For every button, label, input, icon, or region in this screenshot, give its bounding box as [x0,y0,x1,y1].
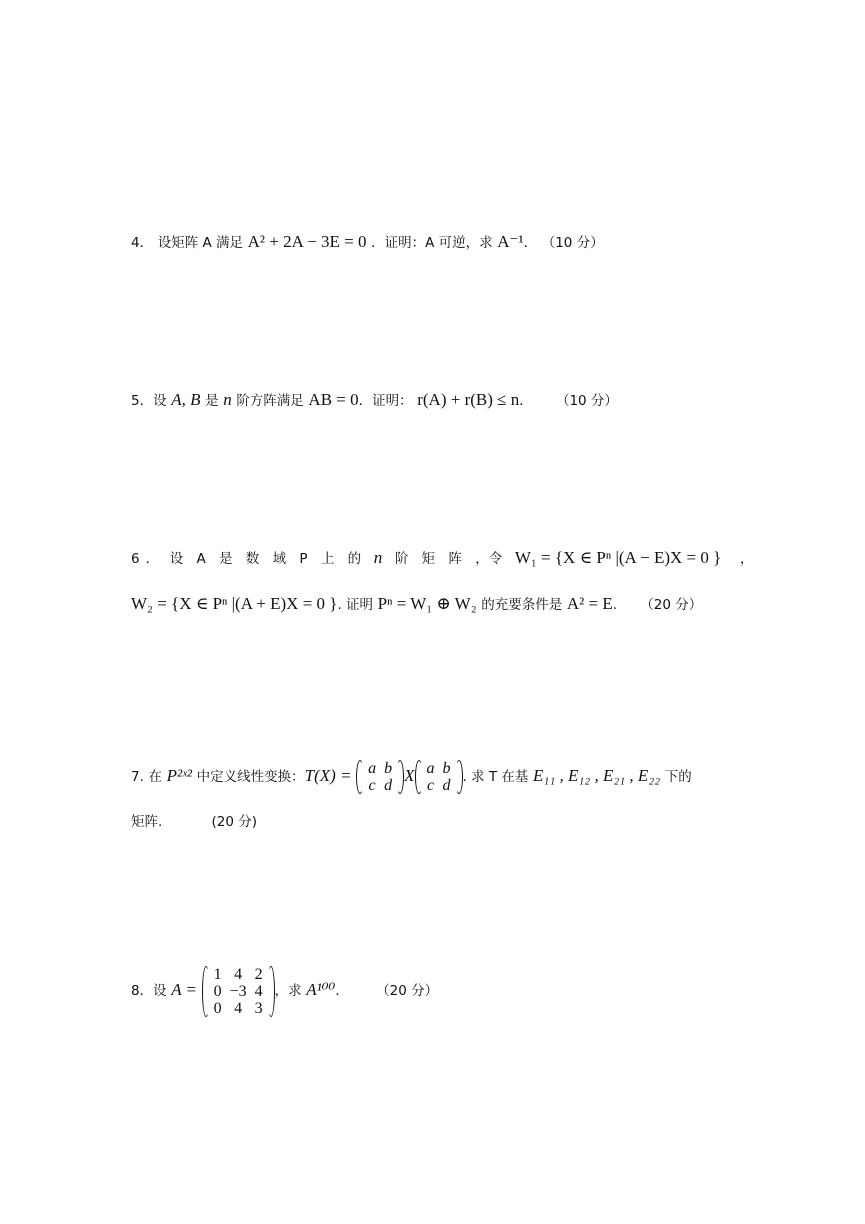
problem-5-text: 设 [153,393,167,409]
matrix-cell: d [384,777,393,794]
problem-4-score: （10 分） [541,235,604,251]
problem-6-number: 6． [131,551,166,567]
problem-6-line-1 [131,548,754,569]
problem-4 [131,232,604,253]
problem-8-power: A¹⁰⁰ [306,980,336,999]
problem-5 [131,390,618,411]
problem-7-matrix-right [415,760,463,794]
problem-6-score: （20 分） [640,597,703,613]
problem-7-line-2 [131,812,257,832]
problem-7-number: 7. [131,769,144,785]
problem-7-line-2-text: 矩阵. [131,814,163,830]
problem-7-matrix-left [356,760,404,794]
matrix-cell: 4 [234,965,243,983]
problem-5-text-4: ．证明： [358,393,413,409]
problem-6-line-2 [131,594,702,615]
problem-7-space: P²ˣ² [166,766,192,785]
problem-5-text-3: 阶方阵满足 [236,393,304,409]
problem-4-inverse: A⁻¹ [497,232,524,251]
problem-8-text-3: ． [335,983,349,999]
problem-7-text-2: 中定义线性变换： [196,769,305,785]
problem-7-score: (20 分) [211,814,258,830]
matrix-cell: 3 [254,999,263,1017]
problem-6-text: 设 A 是 数 域 P 上 的 [169,551,362,567]
problem-8 [131,962,438,1019]
problem-6-condition: A² = E [566,594,613,613]
matrix-cell: 4 [254,982,263,1000]
matrix-cell: 0 [213,999,222,1017]
matrix-cell: c [426,777,435,794]
matrix-cell: 0 [213,982,222,1000]
problem-6-text-2: 阶 矩 阵 ，令 [394,551,503,567]
problem-8-a: A = [171,980,198,999]
problem-8-number: 8． [131,983,154,999]
problem-5-text-5: ． [519,393,533,409]
problem-5-text-2: 是 [205,393,219,409]
problem-8-matrix [202,966,275,1017]
problem-4-equation: A² + 2A − 3E = 0 [247,232,367,251]
problem-5-equation: AB = 0 [308,390,359,409]
problem-8-text-2: ，求 [274,983,302,999]
matrix-cell: a [426,760,435,777]
problem-5-number: 5． [131,393,154,409]
problem-6-direct-sum: Pⁿ = W₁ ⊕ W₂ [377,594,477,613]
matrix-cell: b [384,760,393,777]
matrix-cell: b [442,760,451,777]
problem-6-text-3: . 证明 [337,597,374,613]
matrix-cell: 4 [234,999,243,1017]
problem-6-text-5: . [612,597,618,613]
problem-7-text: 在 [148,769,162,785]
problem-6-w1: W₁ = {X ∈ Pⁿ |(A − E)X = 0 } [514,548,722,567]
problem-5-score: （10 分） [555,393,618,409]
problem-7-basis: E₁₁ , E₁₂ , E₂₁ , E₂₂ [533,766,661,785]
matrix-cell: 2 [254,965,263,983]
matrix-cell: −3 [229,982,247,1000]
problem-4-text: 设矩阵 A 满足 [157,235,244,251]
matrix-cell: c [368,777,376,794]
matrix-cell: 1 [213,965,222,983]
problem-4-number: 4． [131,235,154,251]
problem-4-text-3: ． [523,235,538,251]
problem-6-text-4: 的充要条件是 [481,597,563,613]
problem-7-text-4: 下的 [664,769,692,785]
matrix-cell: a [368,760,377,777]
problem-6-comma: ， [739,551,754,567]
matrix-cell: d [442,777,451,794]
problem-4-text-2: ．证明：A 可逆，求 [371,235,493,251]
problem-7-text-3: . 求 T 在基 [462,769,529,785]
problem-7-x: X [404,766,415,785]
problem-6-w2: W₂ = {X ∈ Pⁿ |(A + E)X = 0 } [131,594,338,613]
problem-7-transform: T(X) = [304,766,352,785]
problem-5-matrices: A, B [171,390,201,409]
problem-8-text: 设 [153,983,167,999]
problem-5-inequality: r(A) + r(B) ≤ n [417,390,520,409]
problem-5-order: n [223,390,232,409]
problem-6-order: n [373,548,383,567]
problem-8-score: （20 分） [376,983,439,999]
problem-7-line-1 [131,758,692,795]
